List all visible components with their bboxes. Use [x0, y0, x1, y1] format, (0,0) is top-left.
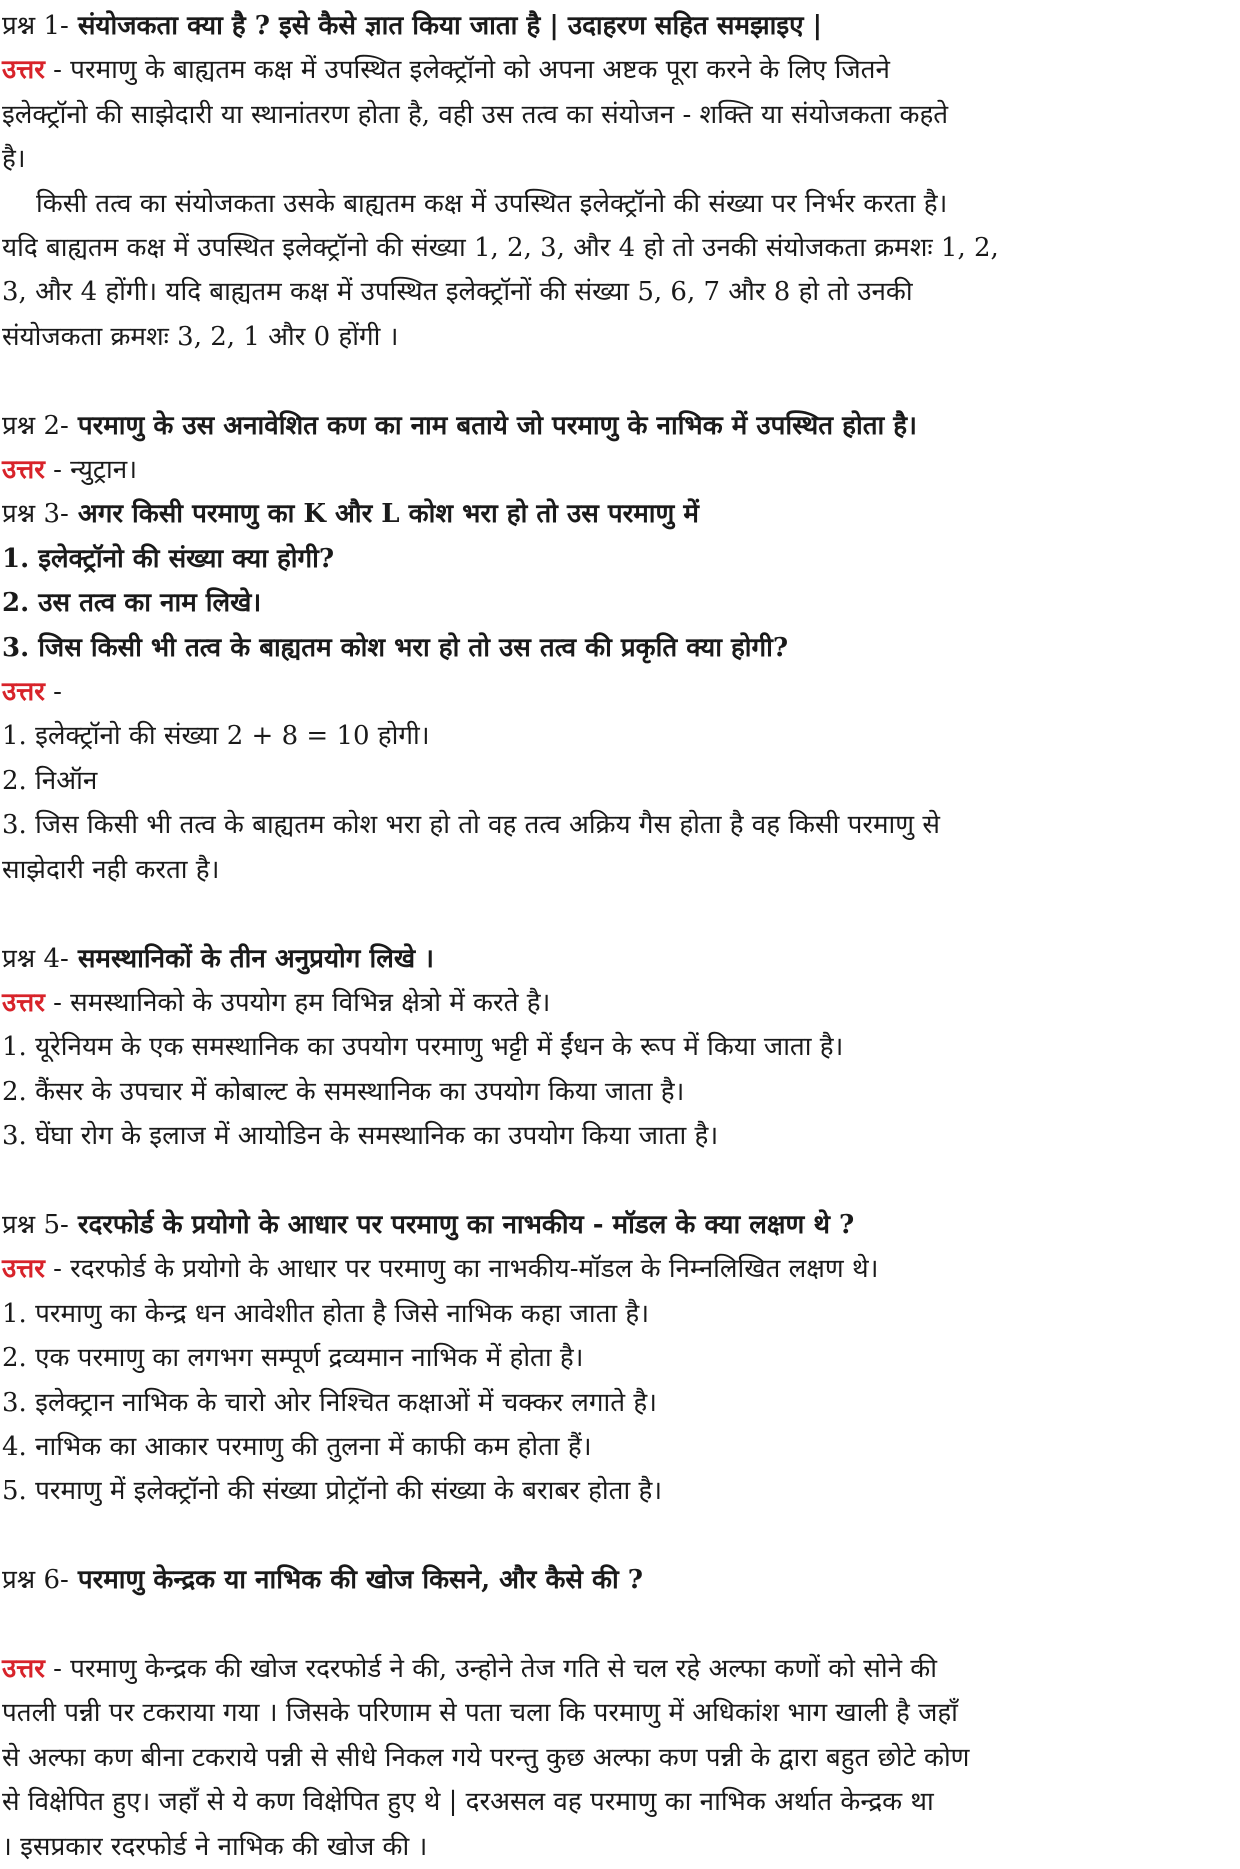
answer-1-line-5: यदि बाह्यतम कक्ष में उपस्थित इलेक्ट्रॉनो की संख्या 1, 2, 3, और 4 हो तो उनकी संयोजकता क्रमशः 1, 2, — [2, 233, 999, 264]
answer-label: उत्तर — [2, 455, 45, 486]
answer-text: - परमाणु के बाह्यतम कक्ष में उपस्थित इलेक्ट्रॉनो को अपना अष्टक पूरा करने के लिए जितने — [44, 55, 890, 86]
spacer — [0, 1159, 1240, 1203]
question-4 — [0, 937, 1240, 981]
answer-text: - परमाणु केन्द्रक की खोज रदरफोर्ड ने की, उन्होने तेज गति से चल रहे अल्फा कणों को सोने की — [44, 1653, 937, 1684]
answer-3-line-4: साझेदारी नही करता है। — [2, 854, 220, 885]
answer-5-line-5: 5. परमाणु में इलेक्ट्रॉनो की संख्या प्रोट्रॉनो की संख्या के बराबर होता है। — [2, 1476, 663, 1507]
answer-5-line-1: 1. परमाणु का केन्द्र धन आवेशीत होता है जिसे नाभिक कहा जाता है। — [2, 1298, 650, 1329]
question-text: अगर किसी परमाणु का K और L कोश भरा हो तो उस परमाणु में — [68, 499, 699, 530]
question-text: समस्थानिकों के तीन अनुप्रयोग लिखे । — [68, 943, 435, 974]
answer-1-line-7: संयोजकता क्रमशः 3, 2, 1 और 0 होंगी । — [2, 321, 399, 352]
answer-3 — [0, 670, 1240, 714]
answer-4-line-2: 2. कैंसर के उपचार में कोबाल्ट के समस्थानिक का उपयोग किया जाता है। — [2, 1076, 685, 1107]
question-text: रदरफोर्ड के प्रयोगो के आधार पर परमाणु का नाभकीय - मॉडल के क्या लक्षण थे ? — [68, 1209, 855, 1240]
question-1 — [0, 4, 1240, 48]
answer-1-line-2: इलेक्ट्रॉनो की साझेदारी या स्थानांतरण होता है, वही उस तत्व का संयोजन - शक्ति या संयोजकता कहते — [2, 99, 949, 130]
answer-6-line-3: से अल्फा कण बीना टकराये पन्नी से सीधे निकल गये परन्तु कुछ अल्फा कण पन्नी के द्वारा बहुत छोटे कोण — [2, 1742, 970, 1773]
answer-label: उत्तर — [2, 677, 45, 708]
answer-4-line-1: 1. यूरेनियम के एक समस्थानिक का उपयोग परमाणु भट्टी में ईंधन के रूप में किया जाता है। — [2, 1032, 844, 1063]
answer-1-line-4: किसी तत्व का संयोजकता उसके बाह्यतम कक्ष में उपस्थित इलेक्ट्रॉनो की संख्या पर निर्भर करता है। — [36, 188, 948, 219]
answer-4 — [0, 981, 1240, 1025]
answer-3-line-1: 1. इलेक्ट्रॉनो की संख्या 2 + 8 = 10 होगी। — [2, 721, 430, 752]
question-number: प्रश्न 4- — [2, 943, 69, 974]
answer-label: उत्तर — [2, 987, 45, 1018]
answer-label: उत्तर — [2, 55, 45, 86]
question-number: प्रश्न 3- — [2, 499, 69, 530]
answer-1-line-3: है। — [2, 144, 26, 175]
question-text: परमाणु के उस अनावेशित कण का नाम बताये जो परमाणु के नाभिक में उपस्थित होता है। — [68, 410, 917, 441]
spacer — [0, 892, 1240, 936]
answer-text: - — [44, 677, 62, 708]
answer-6-line-5: । इसप्रकार रदरफोर्ड ने नाभिक की खोज की । — [2, 1831, 428, 1862]
question-text: संयोजकता क्या है ? इसे कैसे ज्ञात किया जाता है | उदाहरण सहित समझाइए | — [68, 11, 823, 41]
question-number: प्रश्न 2- — [2, 410, 69, 441]
answer-text: - रदरफोर्ड के प्रयोगो के आधार पर परमाणु का नाभकीय-मॉडल के निम्नलिखित लक्षण थे। — [44, 1254, 879, 1285]
answer-label: उत्तर — [2, 1254, 45, 1285]
answer-5-line-4: 4. नाभिक का आकार परमाणु की तुलना में काफी कम होता हैं। — [2, 1431, 592, 1462]
answer-3-line-2: 2. निऑन — [2, 765, 98, 796]
answer-5-line-2: 2. एक परमाणु का लगभग सम्पूर्ण द्रव्यमान नाभिक में होता है। — [2, 1343, 584, 1374]
answer-1-line-1 — [0, 48, 1240, 92]
spacer — [0, 1603, 1240, 1647]
answer-label: उत्तर — [2, 1653, 45, 1684]
answer-5 — [0, 1247, 1240, 1291]
question-2 — [0, 404, 1240, 448]
question-6 — [0, 1558, 1240, 1602]
spacer — [0, 1514, 1240, 1558]
question-number: प्रश्न 6- — [2, 1565, 69, 1596]
question-number: प्रश्न 1- — [2, 11, 69, 41]
question-3-sub-3: 3. जिस किसी भी तत्व के बाह्यतम कोश भरा हो तो उस तत्व की प्रकृति क्या होगी? — [2, 632, 789, 663]
answer-2 — [0, 448, 1240, 492]
question-number: प्रश्न 5- — [2, 1209, 69, 1240]
answer-3-line-3: 3. जिस किसी भी तत्व के बाह्यतम कोश भरा हो तो वह तत्व अक्रिय गैस होता है वह किसी परमाणु से — [2, 810, 940, 841]
answer-1-line-6: 3, और 4 होंगी। यदि बाह्यतम कक्ष में उपस्थित इलेक्ट्रॉनों की संख्या 5, 6, 7 और 8 हो तो उनकी — [2, 277, 913, 308]
question-3-sub-1: 1. इलेक्ट्रॉनो की संख्या क्या होगी? — [2, 543, 335, 574]
answer-5-line-3: 3. इलेक्ट्रान नाभिक के चारो ओर निश्चित कक्षाओं में चक्कर लगाते है। — [2, 1387, 658, 1418]
answer-4-line-3: 3. घेंघा रोग के इलाज में आयोडिन के समस्थानिक का उपयोग किया जाता है। — [2, 1121, 719, 1152]
question-5 — [0, 1203, 1240, 1247]
answer-text: - न्युट्रान। — [44, 455, 138, 486]
answer-text: - समस्थानिको के उपयोग हम विभिन्न क्षेत्रो में करते है। — [44, 987, 551, 1018]
answer-6-line-4: से विक्षेपित हुए। जहाँ से ये कण विक्षेपित हुए थे | दरअसल वह परमाणु का नाभिक अर्थात केन्द्रक था — [2, 1787, 934, 1818]
question-3 — [0, 492, 1240, 536]
question-text: परमाणु केन्द्रक या नाभिक की खोज किसने, और कैसे की ? — [68, 1565, 644, 1596]
answer-6-line-1 — [0, 1647, 1240, 1691]
spacer — [0, 359, 1240, 403]
question-3-sub-2: 2. उस तत्व का नाम लिखे। — [2, 588, 262, 619]
answer-6-line-2: पतली पन्नी पर टकराया गया । जिसके परिणाम से पता चला कि परमाणु में अधिकांश भाग खाली है जहाँ — [2, 1698, 958, 1729]
